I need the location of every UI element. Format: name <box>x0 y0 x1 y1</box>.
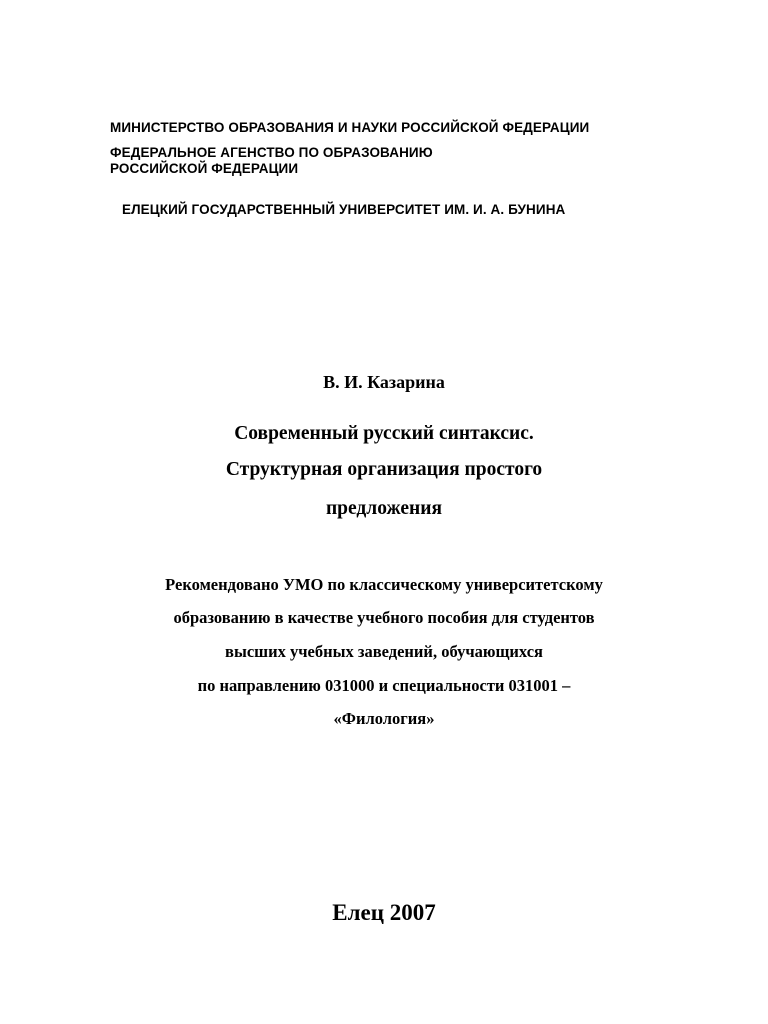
recommendation-line: Рекомендовано УМО по классическому университетскому <box>165 575 603 594</box>
university-name: ЕЛЕЦКИЙ ГОСУДАРСТВЕННЫЙ УНИВЕРСИТЕТ ИМ. И. А. БУНИНА <box>122 202 566 217</box>
agency-name-line-2: РОССИЙСКОЙ ФЕДЕРАЦИИ <box>110 161 299 176</box>
recommendation-line: образованию в качестве учебного пособия для студентов <box>173 608 595 627</box>
title-line: Структурная организация простого <box>225 459 543 480</box>
place-and-year: Елец 2007 <box>332 900 436 925</box>
author-name: В. И. Казарина <box>323 372 445 392</box>
title-line: Современный русский синтаксис. <box>234 423 534 444</box>
ministry-name: МИНИСТЕРСТВО ОБРАЗОВАНИЯ И НАУКИ РОССИЙСКОЙ ФЕДЕРАЦИИ <box>110 120 590 135</box>
recommendation-line: «Филология» <box>333 709 435 728</box>
recommendation-line: по направлению 031000 и специальности 031001 – <box>197 676 571 695</box>
agency-name-line-1: ФЕДЕРАЛЬНОЕ АГЕНСТВО ПО ОБРАЗОВАНИЮ <box>110 145 433 160</box>
title-line: предложения <box>325 498 443 519</box>
recommendation-line: высших учебных заведений, обучающихся <box>225 642 543 661</box>
